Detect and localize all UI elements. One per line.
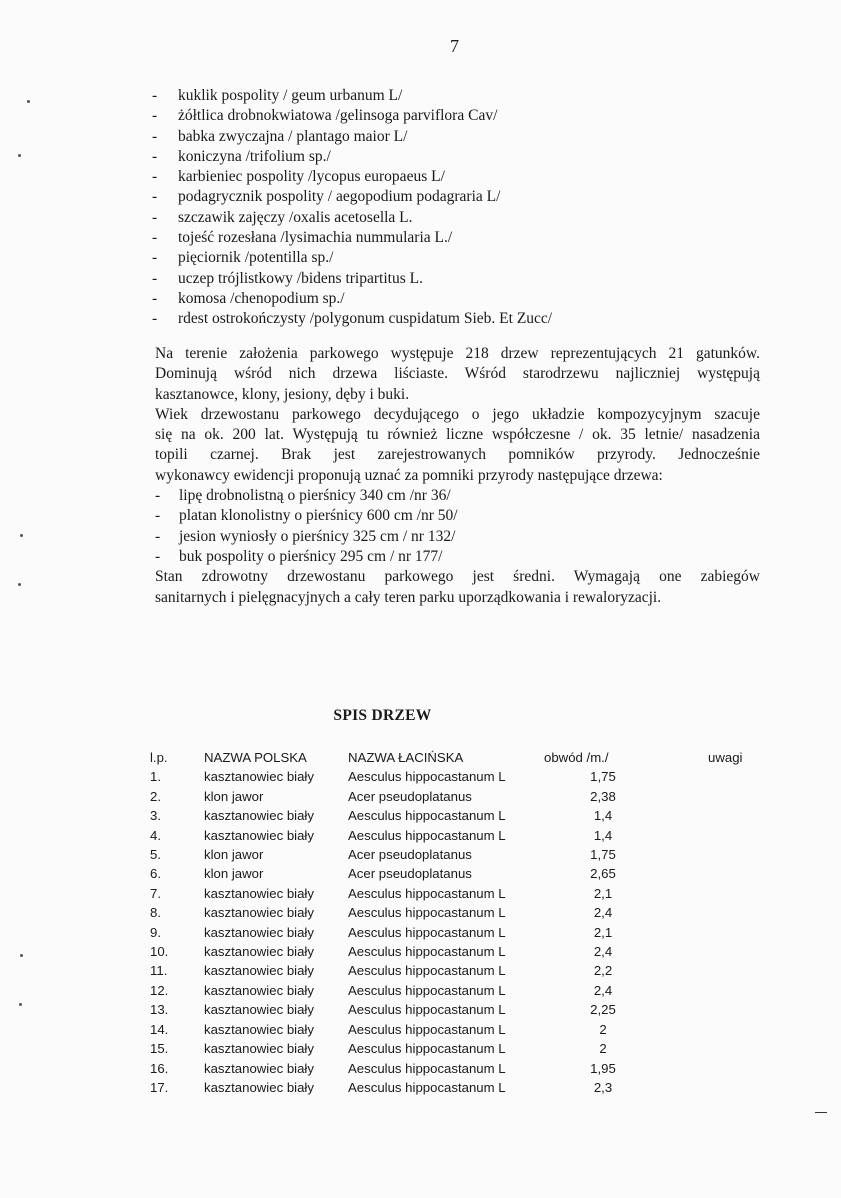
table-row: [150, 1059, 788, 1078]
cell-remarks: [698, 1078, 788, 1097]
cell-circumference: 2,25: [590, 1002, 616, 1018]
cell-polish-name: kasztanowiec biały: [204, 1041, 314, 1057]
list-item: [152, 269, 552, 289]
table-row: [150, 1039, 788, 1058]
tree-inventory-table: [150, 748, 788, 1097]
list-item: [152, 86, 552, 106]
list-dash: -: [155, 487, 161, 505]
table-header-row: [150, 748, 788, 767]
cell-polish-name: kasztanowiec biały: [204, 905, 314, 921]
list-item-text: tojeść rozesłana /lysimachia nummularia L./: [178, 229, 453, 247]
plant-species-list: [152, 86, 552, 330]
list-item-text: pięciornik /potentilla sp./: [178, 249, 334, 267]
cell-remarks: [698, 903, 788, 922]
cell-latin-name: Aesculus hippocastanum L: [348, 1041, 506, 1057]
cell-polish-name: kasztanowiec biały: [204, 769, 314, 785]
list-item: [152, 187, 552, 207]
list-item-text: babka zwyczajna / plantago maior L/: [178, 127, 408, 145]
cell-lp: 8.: [150, 905, 161, 921]
cell-polish-name: klon jawor: [204, 788, 264, 804]
page-number: 7: [450, 36, 459, 56]
cell-lp: 7.: [150, 885, 161, 901]
cell-remarks: [698, 826, 788, 845]
cell-circumference: 2: [599, 1021, 607, 1037]
paragraph-line: topili czarnej. Brak jest zarejestrowanych pomników przyrody. Jednocześnie: [155, 446, 760, 464]
cell-lp: 11.: [150, 963, 168, 979]
cell-polish-name: klon jawor: [204, 866, 264, 882]
cell-polish-name: kasztanowiec biały: [204, 1021, 314, 1037]
cell-lp: 17.: [150, 1079, 169, 1095]
cell-remarks: [698, 864, 788, 883]
list-dash: -: [152, 310, 158, 328]
cell-polish-name: kasztanowiec biały: [204, 1079, 314, 1095]
cell-remarks: [698, 942, 788, 961]
scan-mark: [815, 1112, 827, 1113]
cell-remarks: [698, 961, 788, 980]
cell-circumference: 2: [599, 1041, 607, 1057]
list-dash: -: [152, 208, 158, 226]
cell-remarks: [698, 981, 788, 1000]
section-title: [0, 707, 841, 725]
table-row: [150, 787, 788, 806]
cell-polish-name: kasztanowiec biały: [204, 944, 314, 960]
cell-remarks: [698, 845, 788, 864]
scan-speck: [18, 154, 21, 157]
cell-lp: 14.: [150, 1021, 169, 1037]
list-item-text: podagrycznik pospolity / aegopodium podagraria L/: [178, 188, 501, 206]
monument-tree-list: [155, 486, 760, 567]
list-item-text: lipę drobnolistną o pierśnicy 340 cm /nr 36/: [179, 487, 451, 505]
list-item: [152, 228, 552, 248]
cell-remarks: [698, 787, 788, 806]
cell-remarks: [698, 923, 788, 942]
paragraph-line: Na terenie założenia parkowego występuje 218 drzew reprezentujących 21 gatunków.: [155, 345, 760, 362]
cell-latin-name: Aesculus hippocastanum L: [348, 769, 506, 785]
cell-latin-name: Aesculus hippocastanum L: [348, 1079, 506, 1095]
cell-latin-name: Aesculus hippocastanum L: [348, 1021, 506, 1037]
cell-latin-name: Acer pseudoplatanus: [348, 866, 472, 882]
list-item: [152, 208, 552, 228]
cell-lp: 2.: [150, 788, 161, 804]
cell-lp: 13.: [150, 1002, 169, 1018]
list-item: [152, 127, 552, 147]
cell-lp: 3.: [150, 808, 161, 824]
list-dash: -: [152, 168, 158, 186]
list-item: [152, 309, 552, 329]
cell-latin-name: Aesculus hippocastanum L: [348, 924, 506, 940]
scan-speck: [20, 954, 23, 957]
list-item: [152, 167, 552, 187]
cell-remarks: [698, 767, 788, 786]
table-row: [150, 903, 788, 922]
cell-circumference: 1,4: [593, 827, 613, 843]
cell-lp: 12.: [150, 982, 169, 998]
cell-latin-name: Aesculus hippocastanum L: [348, 885, 506, 901]
cell-latin-name: Aesculus hippocastanum L: [348, 963, 506, 979]
cell-latin-name: Aesculus hippocastanum L: [348, 982, 506, 998]
cell-lp: 9.: [150, 924, 161, 940]
list-dash: -: [152, 249, 158, 267]
list-dash: -: [152, 127, 158, 145]
table-row: [150, 961, 788, 980]
cell-polish-name: kasztanowiec biały: [204, 982, 314, 998]
paragraph-line: Wiek drzewostanu parkowego decydującego o jego układzie kompozycyjnym szacuje: [155, 405, 760, 423]
paragraph-line: Stan zdrowotny drzewostanu parkowego jest średni. Wymagają one zabiegów: [155, 568, 760, 586]
cell-circumference: 2,65: [590, 866, 616, 882]
table-row: [150, 1000, 788, 1019]
list-item-text: platan klonolistny o pierśnicy 600 cm /nr 50/: [179, 507, 458, 525]
cell-polish-name: klon jawor: [204, 847, 264, 863]
table-row: [150, 981, 788, 1000]
section-title-text: SPIS DRZEW: [333, 707, 432, 724]
cell-latin-name: Aesculus hippocastanum L: [348, 808, 506, 824]
cell-remarks: [698, 1059, 788, 1078]
table-row: [150, 826, 788, 845]
list-dash: -: [152, 87, 158, 104]
table-body: [150, 767, 788, 1097]
list-item: [152, 106, 552, 126]
cell-polish-name: kasztanowiec biały: [204, 1060, 314, 1076]
cell-polish-name: kasztanowiec biały: [204, 808, 314, 824]
cell-lp: 10.: [150, 944, 169, 960]
list-dash: -: [155, 507, 161, 525]
list-dash: -: [152, 147, 158, 165]
list-item: [155, 486, 760, 506]
list-item: [155, 527, 760, 547]
cell-polish-name: kasztanowiec biały: [204, 885, 314, 901]
cell-latin-name: Aesculus hippocastanum L: [348, 827, 506, 843]
cell-polish-name: kasztanowiec biały: [204, 924, 314, 940]
cell-latin-name: Acer pseudoplatanus: [348, 788, 472, 804]
scan-speck: [19, 1003, 22, 1006]
paragraph-line: się na ok. 200 lat. Występują tu również liczne współczesne / ok. 35 letnie/ nasadzenia: [155, 426, 760, 444]
scan-speck: [18, 583, 21, 586]
list-dash: -: [152, 269, 158, 287]
paragraph-line: sanitarnych i pielęgnacyjnych a cały teren parku uporządkowania i rewaloryzacji.: [155, 588, 662, 606]
cell-lp: 16.: [150, 1060, 169, 1076]
cell-lp: 15.: [150, 1041, 169, 1057]
column-header-latin-name: NAZWA ŁACIŃSKA: [348, 750, 464, 765]
table-row: [150, 767, 788, 786]
list-item-text: karbieniec pospolity /lycopus europaeus L/: [178, 168, 445, 186]
table-row: [150, 845, 788, 864]
cell-circumference: 1,4: [593, 808, 613, 824]
list-item-text: jesion wyniosły o pierśnicy 325 cm / nr 132/: [179, 527, 456, 545]
list-item-text: rdest ostrokończysty /polygonum cuspidatum Sieb. Et Zucc/: [178, 310, 553, 328]
cell-circumference: 1,75: [590, 847, 616, 863]
list-dash: -: [152, 188, 158, 206]
list-item-text: szczawik zajęczy /oxalis acetosella L.: [178, 208, 413, 226]
list-dash: -: [155, 527, 161, 545]
table-row: [150, 1078, 788, 1097]
list-item: [155, 547, 760, 567]
description-text: [155, 344, 760, 608]
column-header-lp: l.p.: [150, 750, 168, 765]
cell-circumference: 2,38: [590, 788, 616, 804]
cell-remarks: [698, 1020, 788, 1039]
cell-circumference: 2,4: [593, 905, 613, 921]
paragraph-line: Dominują wśród nich drzewa liściaste. Wśród starodrzewu najliczniej występują: [155, 365, 760, 383]
list-item-text: buk pospolity o pierśnicy 295 cm / nr 177/: [179, 547, 443, 565]
cell-latin-name: Aesculus hippocastanum L: [348, 905, 506, 921]
table-row: [150, 806, 788, 825]
column-header-circumference: obwód /m./: [544, 750, 609, 765]
list-item: [152, 289, 552, 309]
cell-circumference: 2,4: [593, 944, 613, 960]
list-item: [152, 147, 552, 167]
list-item: [155, 506, 760, 526]
list-item-text: kuklik pospolity / geum urbanum L/: [178, 87, 403, 104]
column-header-polish-name: NAZWA POLSKA: [204, 750, 307, 765]
list-item: [152, 248, 552, 268]
scan-speck: [27, 100, 30, 103]
cell-circumference: 2,4: [593, 982, 613, 998]
list-item-text: komosa /chenopodium sp./: [178, 289, 345, 307]
table-row: [150, 884, 788, 903]
list-dash: -: [152, 107, 158, 125]
list-item-text: koniczyna /trifolium sp./: [178, 147, 331, 165]
cell-latin-name: Aesculus hippocastanum L: [348, 944, 506, 960]
table-row: [150, 923, 788, 942]
list-dash: -: [152, 229, 158, 247]
list-item-text: żółtlica drobnokwiatowa /gelinsoga parviflora Cav/: [178, 107, 498, 125]
cell-circumference: 2,1: [593, 924, 613, 940]
list-dash: -: [155, 547, 161, 565]
cell-latin-name: Aesculus hippocastanum L: [348, 1060, 506, 1076]
column-header-remarks: uwagi: [708, 750, 743, 765]
table-row: [150, 942, 788, 961]
cell-polish-name: kasztanowiec biały: [204, 827, 314, 843]
paragraph-line: kasztanowce, klony, jesiony, dęby i buki.: [155, 385, 410, 403]
cell-circumference: 1,75: [590, 769, 616, 785]
cell-remarks: [698, 1000, 788, 1019]
cell-lp: 5.: [150, 847, 161, 863]
cell-latin-name: Aesculus hippocastanum L: [348, 1002, 506, 1018]
table-row: [150, 864, 788, 883]
paragraph-line: wykonawcy ewidencji proponują uznać za pomniki przyrody następujące drzewa:: [155, 466, 663, 484]
list-dash: -: [152, 289, 158, 307]
cell-lp: 4.: [150, 827, 161, 843]
list-item-text: uczep trójlistkowy /bidens tripartitus L.: [178, 269, 423, 287]
scan-speck: [20, 534, 23, 537]
cell-lp: 1.: [150, 769, 161, 785]
cell-circumference: 2,3: [593, 1079, 613, 1095]
cell-remarks: [698, 1039, 788, 1058]
cell-remarks: [698, 806, 788, 825]
cell-polish-name: kasztanowiec biały: [204, 1002, 314, 1018]
cell-latin-name: Acer pseudoplatanus: [348, 847, 472, 863]
cell-polish-name: kasztanowiec biały: [204, 963, 314, 979]
cell-circumference: 2,1: [593, 885, 613, 901]
table-row: [150, 1020, 788, 1039]
cell-remarks: [698, 884, 788, 903]
cell-circumference: 1,95: [590, 1060, 616, 1076]
cell-circumference: 2,2: [593, 963, 613, 979]
cell-lp: 6.: [150, 866, 161, 882]
